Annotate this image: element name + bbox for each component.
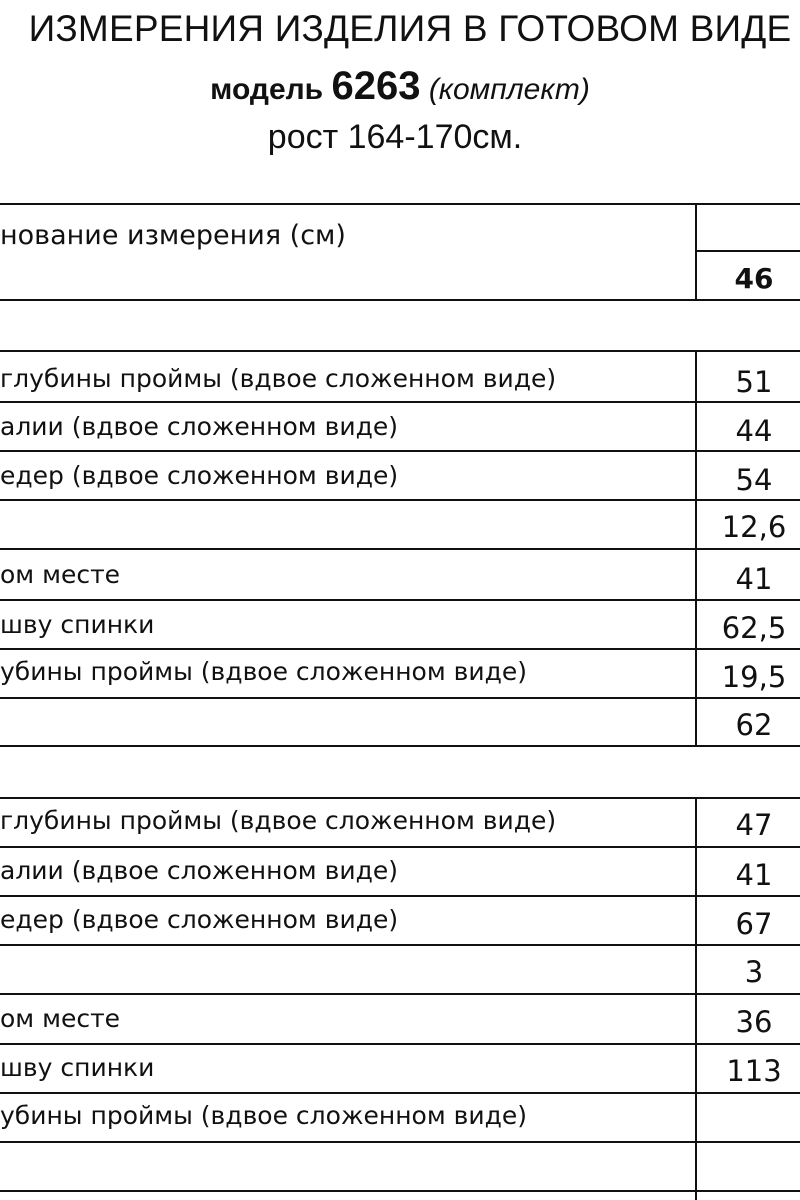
table-row-value: 36 bbox=[735, 1005, 773, 1039]
table-row-value: 12,6 bbox=[721, 510, 787, 544]
table-row-label: шву спинки bbox=[0, 1053, 155, 1082]
table-row-label: глубины проймы (вдвое сложенном виде) bbox=[0, 806, 557, 835]
table-row-value: 51 bbox=[735, 365, 773, 399]
table-row-label: убины проймы (вдвое сложенном виде) bbox=[0, 1101, 528, 1130]
table-row-value: 19,5 bbox=[721, 660, 787, 694]
size-header: 46 bbox=[734, 262, 774, 295]
table-row-label: глубины проймы (вдвое сложенном виде) bbox=[0, 364, 557, 393]
table-row-label: едер (вдвое сложенном виде) bbox=[0, 461, 399, 490]
table-row-label: ом месте bbox=[0, 1004, 121, 1033]
model-line bbox=[0, 64, 800, 109]
table-row-value: 62 bbox=[735, 708, 773, 742]
table-row-value: 67 bbox=[735, 907, 773, 941]
table-row-value: 41 bbox=[735, 562, 773, 596]
header-column-divider bbox=[695, 203, 697, 301]
document-title: ИЗМЕРЕНИЯ ИЗДЕЛИЯ В ГОТОВОМ ВИДЕ bbox=[28, 8, 792, 49]
model-label: модель bbox=[210, 73, 324, 106]
measurement-name-header: нование измерения (см) bbox=[0, 220, 346, 251]
size-header-divider bbox=[696, 250, 800, 252]
header-bottom-border bbox=[0, 299, 800, 301]
table-row-label: едер (вдвое сложенном виде) bbox=[0, 905, 399, 934]
model-number: 6263 bbox=[331, 64, 421, 108]
model-note: (комплект) bbox=[428, 73, 590, 106]
table-row-value: 62,5 bbox=[721, 611, 787, 645]
height-line: рост 164-170см. bbox=[267, 118, 523, 156]
table-row-value: 44 bbox=[735, 414, 773, 448]
table-top-border bbox=[0, 203, 800, 205]
table-row-value: 54 bbox=[735, 463, 773, 497]
table-row-value: 113 bbox=[726, 1054, 782, 1088]
table-row-label: алии (вдвое сложенном виде) bbox=[0, 856, 398, 885]
table-row-label: алии (вдвое сложенном виде) bbox=[0, 412, 398, 441]
table-row-value: 41 bbox=[735, 858, 773, 892]
table-row-label: убины проймы (вдвое сложенном виде) bbox=[0, 657, 528, 686]
table-row-label: шву спинки bbox=[0, 610, 155, 639]
table-row-value: 47 bbox=[735, 808, 773, 842]
table-row-value: 3 bbox=[744, 955, 764, 989]
table-row-label: ом месте bbox=[0, 560, 121, 589]
